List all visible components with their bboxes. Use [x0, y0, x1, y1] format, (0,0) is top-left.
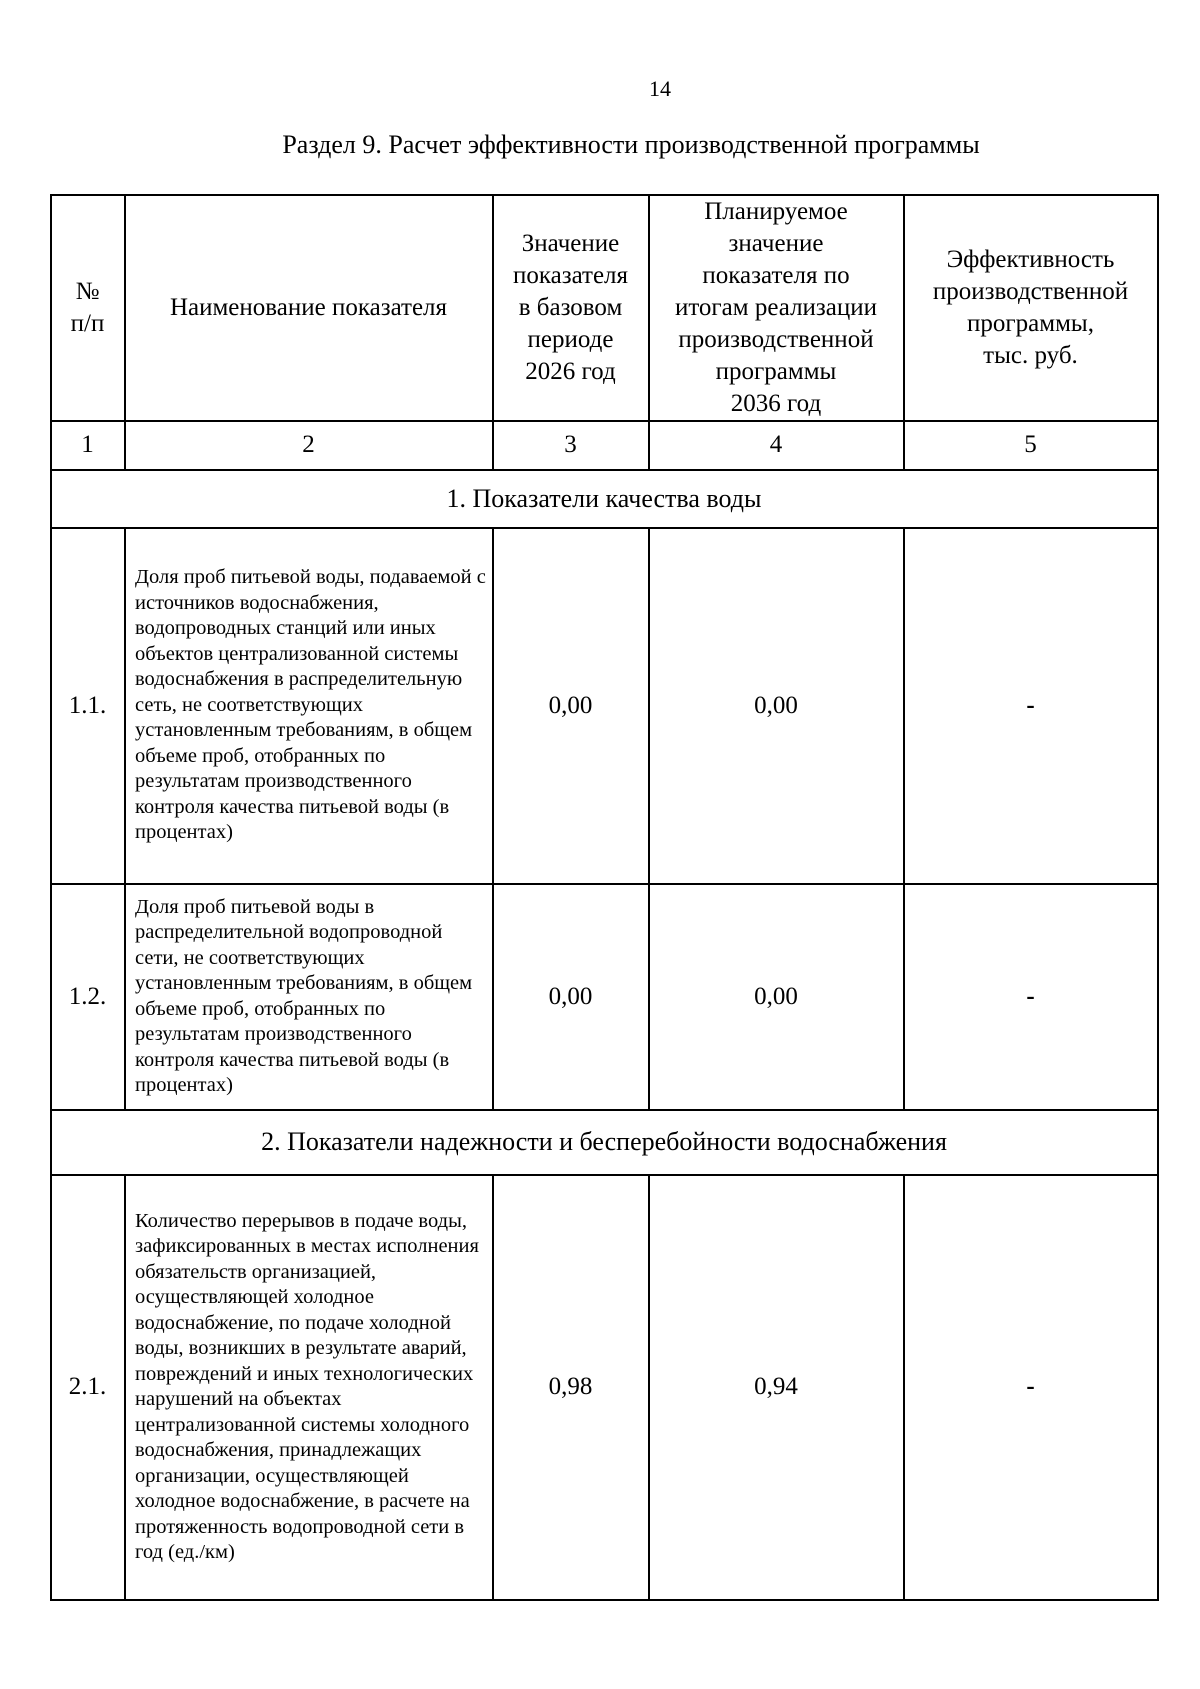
- base-value: 0,00: [548, 982, 593, 1010]
- planned-value: 0,00: [754, 691, 798, 719]
- column-number: 3: [564, 431, 577, 458]
- indicator-name: Доля проб питьевой воды в распределительной водопроводной сети, не соответствующих установленным требованиям, в общем объеме проб, отобранных по результатам производственного контроля качества питьевой воды (в процентах): [135, 895, 473, 1096]
- column-number: 2: [302, 431, 315, 458]
- column-number: 1: [81, 431, 94, 458]
- efficiency-value: -: [1026, 1373, 1035, 1400]
- base-value: 0,00: [548, 691, 593, 719]
- header-cell-name: Наименование показателя: [169, 293, 448, 321]
- section-title: Раздел 9. Расчет эффективности производственной программы: [282, 130, 980, 159]
- header-cell-base-value: Значение показателя в базовом периоде 2026 год: [512, 229, 629, 385]
- header-cell-efficiency: Эффективность производственной программы, тыс. руб.: [932, 245, 1129, 369]
- planned-value: 0,00: [754, 982, 798, 1010]
- table-rule: [50, 1599, 1159, 1601]
- group-heading: 1. Показатели качества воды: [446, 483, 762, 513]
- group-heading: 2. Показатели надежности и бесперебойности водоснабжения: [261, 1127, 947, 1156]
- column-number: 4: [769, 431, 783, 458]
- indicator-name: Количество перерывов в подаче воды, зафиксированных в местах исполнения обязательств организацией, осуществляющей холодное водоснабжение, по подаче холодной воды, возникших в результате аварий, повреждений и иных технологических нарушений на объектах централизованной системы холодного водоснабжения, принадлежащих организации, осуществляющей холодное водоснабжение, в расчете на протяженность водопроводной сети в год (ед./км): [135, 1209, 479, 1563]
- page-number: 14: [649, 76, 671, 101]
- row-number: 2.1.: [68, 1373, 107, 1400]
- table-rule: [1157, 194, 1159, 1601]
- efficiency-value: -: [1026, 982, 1035, 1010]
- efficiency-value: -: [1026, 691, 1035, 719]
- indicator-name: Доля проб питьевой воды, подаваемой с источников водоснабжения, водопроводных станций или иных объектов централизованной системы водоснабжения в распределительную сеть, не соответствующих установленным требованиям, в общем объеме проб, отобранных по результатам производственного контроля качества питьевой воды (в процентах): [135, 566, 486, 844]
- row-number: 1.1.: [68, 691, 107, 719]
- header-cell-number: № п/п: [70, 277, 105, 337]
- header-cell-planned-value: Планируемое значение показателя по итогам реализации производственной программы 2036 год: [674, 197, 878, 417]
- base-value: 0,98: [548, 1373, 593, 1400]
- planned-value: 0,94: [754, 1373, 798, 1400]
- row-number: 1.2.: [68, 982, 107, 1010]
- column-number: 5: [1024, 431, 1037, 458]
